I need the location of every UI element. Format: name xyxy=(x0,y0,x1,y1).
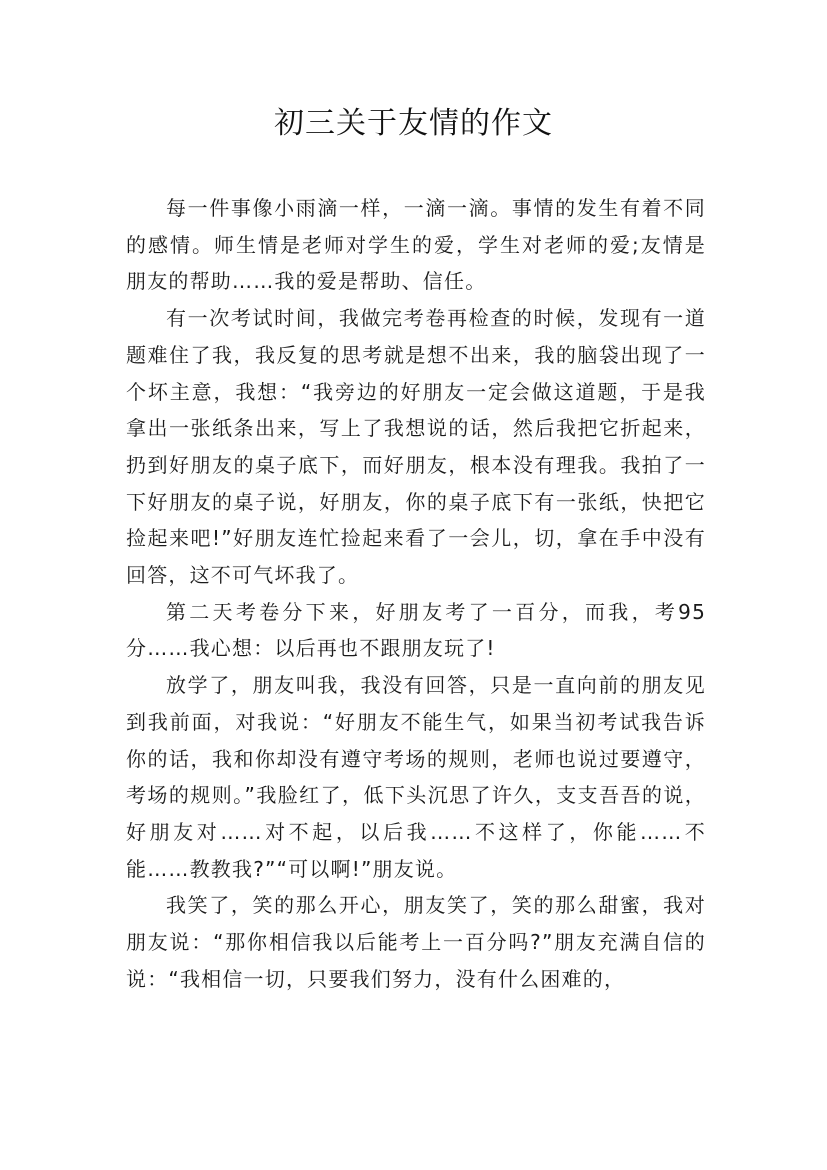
document-body xyxy=(126,190,706,997)
paragraph-4: 放学了，朋友叫我，我没有回答，只是一直向前的朋友见到我前面，对我说：“好朋友不能生气，如果当初考试我告诉你的话，我和你却没有遵守考场的规则，老师也说过要遵守，考场的规则。”我脸红了，低下头沉思了许久，支支吾吾的说，好朋友对……对不起，以后我……不这样了，你能……不能……教教我?”“可以啊!”朋友说。 xyxy=(126,673,706,881)
document-title: 初三关于友情的作文 xyxy=(274,106,553,141)
paragraph-1: 每一件事像小雨滴一样，一滴一滴。事情的发生有着不同的感情。师生情是老师对学生的爱，学生对老师的爱;友情是朋友的帮助……我的爱是帮助、信任。 xyxy=(126,196,706,294)
paragraph-5: 我笑了，笑的那么开心，朋友笑了，笑的那么甜蜜，我对朋友说：“那你相信我以后能考上一百分吗?”朋友充满自信的说：“我相信一切，只要我们努力，没有什么困难的， xyxy=(126,893,706,991)
paragraph-2: 有一次考试时间，我做完考卷再检查的时候，发现有一道题难住了我，我反复的思考就是想不出来，我的脑袋出现了一个坏主意，我想：“我旁边的好朋友一定会做这道题，于是我拿出一张纸条出来，写上了我想说的话，然后我把它折起来，扔到好朋友的桌子底下，而好朋友，根本没有理我。我拍了一下好朋友的桌子说，好朋友，你的桌子底下有一张纸，快把它捡起来吧!”好朋友连忙捡起来看了一会儿，切，拿在手中没有回答，这不可气坏我了。 xyxy=(126,306,706,588)
paragraph-3: 第二天考卷分下来，好朋友考了一百分，而我，考95分……我心想：以后再也不跟朋友玩了! xyxy=(126,599,706,661)
